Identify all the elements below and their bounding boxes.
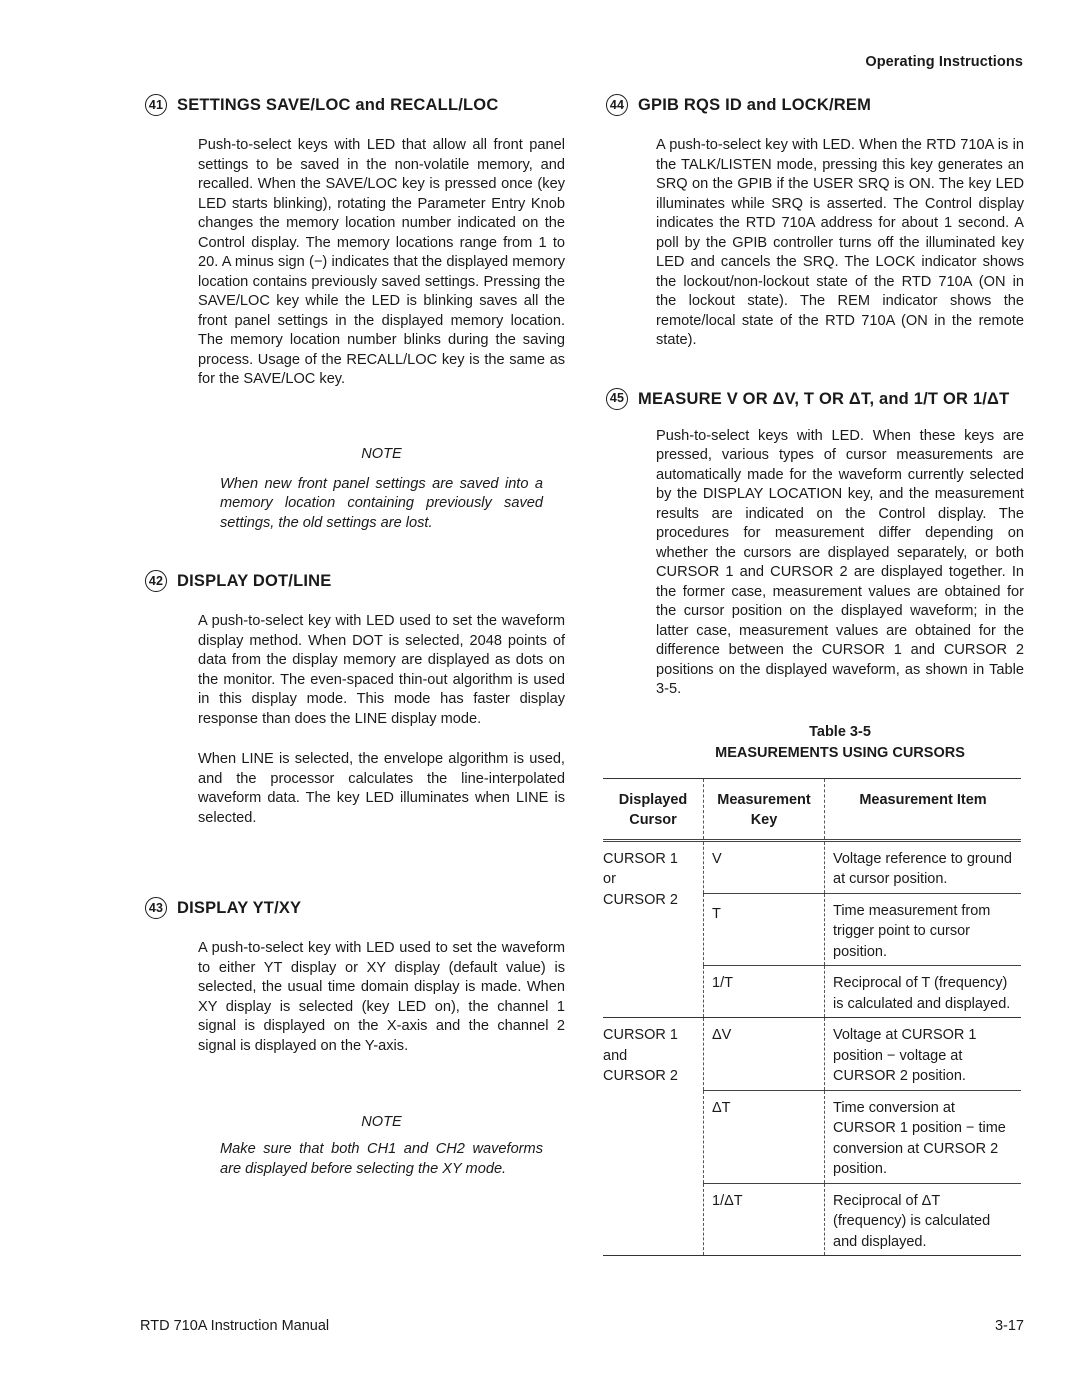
key-cell: T (704, 893, 825, 966)
section-number-badge: 43 (145, 897, 167, 919)
section-title: GPIB RQS ID and LOCK/REM (638, 96, 872, 114)
section-heading (145, 571, 565, 592)
table-row (603, 1018, 1021, 1091)
cursor-label: CURSOR 1 (603, 1027, 678, 1043)
cursor-label: CURSOR 2 (603, 1068, 678, 1084)
key-cell: V (704, 840, 825, 893)
cursor-connector: or (603, 871, 616, 887)
cursor-connector: and (603, 1047, 628, 1064)
measurements-table (603, 778, 1021, 1257)
item-cell: Reciprocal of ΔT (frequency) is calculated and displayed. (825, 1183, 1022, 1256)
table-title: MEASUREMENTS USING CURSORS (715, 744, 965, 761)
section-number-badge: 41 (145, 94, 167, 116)
key-cell: ΔV (704, 1018, 825, 1091)
section-title: MEASURE V OR ΔV, T OR ΔT, and 1/T OR 1/ΔT (638, 389, 1010, 408)
section-title: SETTINGS SAVE/LOC and RECALL/LOC (177, 96, 499, 114)
footer-manual-title: RTD 710A Instruction Manual (140, 1318, 330, 1334)
column-header: Measurement Item (825, 778, 1022, 840)
section-heading (606, 95, 1024, 116)
table-3-5 (606, 722, 1024, 764)
section-number-badge: 45 (606, 388, 628, 410)
section-heading (606, 389, 1024, 410)
section-42 (145, 571, 565, 828)
note-title: NOTE (361, 1114, 402, 1130)
item-cell: Reciprocal of T (frequency) is calculated and displayed. (825, 966, 1022, 1018)
column-header: Displayed Cursor (618, 791, 688, 828)
section-title: DISPLAY YT/XY (177, 899, 302, 917)
item-cell: Voltage at CURSOR 1 position − voltage at CURSOR 2 position. (825, 1018, 1022, 1091)
note-title: NOTE (361, 445, 402, 462)
section-41 (145, 95, 565, 533)
note-text: When new front panel settings are saved into a memory location containing previously saved settings, the old settings are lost. (220, 475, 543, 531)
section-44 (606, 95, 1024, 351)
cursor-cell (603, 840, 704, 1018)
section-paragraph: When LINE is selected, the envelope algorithm is used, and the processor calculates the line-interpolated waveform data. The key LED illuminates when LINE is selected. (198, 751, 565, 826)
cursor-label: CURSOR 1 (603, 850, 678, 867)
section-paragraph: Push-to-select keys with LED that allow all front panel settings to be saved in the non-volatile memory, and recalled. When the SAVE/LOC key is pressed once (key LED starts blinking), rotating the Parameter Entry Knob changes the memory location number indicated on the Control display. The memory locations range from 1 to 20. A minus sign (−) indicates that the displayed memory location contains previously saved settings. Pressing the SAVE/LOC key while the LED is blinking saves all the front panel settings in the displayed memory location. The memory location number blinks during the saving process. Usage of the RECALL/LOC key is the same as for the SAVE/LOC key. (198, 137, 565, 387)
table-row (603, 840, 1021, 893)
section-43 (145, 898, 565, 1179)
section-paragraph: A push-to-select key with LED. When the RTD 710A is in the TALK/LISTEN mode, pressing this key generates an SRQ on the GPIB if the USER SRQ is ON. The key LED illuminates while SRQ is asserted. The Control display indicates the RTD 710A address for about 1 second. A poll by the GPIB controller turns off the illuminated key LED and cancels the SRQ. The LOCK indicator shows the lockout/non-lockout state of the RTD 710A (ON in the lockout state). The REM indicator shows the remote/local state of the RTD 710A (ON in the remote state). (656, 137, 1024, 348)
item-cell: Time measurement from trigger point to cursor position. (825, 893, 1022, 966)
right-column (603, 95, 1024, 1256)
cursor-cell (603, 1018, 704, 1256)
running-head: Operating Instructions (865, 54, 1023, 70)
item-cell: Time conversion at CURSOR 1 position − time conversion at CURSOR 2 position. (825, 1090, 1022, 1183)
footer-page-number: 3-17 (994, 1318, 1024, 1334)
section-paragraph: Push-to-select keys with LED. When these keys are pressed, various types of cursor measurements are automatically made for the waveform currently selected by the DISPLAY LOCATION key, and the measurement results are indicated on the Control display. The procedures for measurement differ depending on whether the cursors are displayed separately, or both CURSOR 1 and CURSOR 2 are displayed together. In the former case, measurement values are obtained for the cursor position on the displayed waveform; in the latter case, measurement values are obtained for the difference between the CURSOR 1 and CURSOR 2 positions on the displayed waveform, as shown in Table 3-5. (656, 427, 1024, 697)
table-label: Table 3-5 (809, 723, 871, 740)
table-header-row (603, 778, 1021, 840)
item-cell: Voltage reference to ground at cursor position. (825, 840, 1022, 893)
left-column (145, 95, 565, 1179)
section-paragraph: A push-to-select key with LED used to set the waveform to either YT display or XY display (default value) is selected, the usual time domain display is made. When XY display is selected (key LED on), the channel 1 signal is displayed on the X-axis and the channel 2 signal is displayed on the Y-axis. (198, 940, 565, 1054)
column-header: Measurement Key (704, 778, 825, 840)
section-number-badge: 44 (606, 94, 628, 116)
key-cell: 1/ΔT (704, 1183, 825, 1256)
cursor-label: CURSOR 2 (603, 891, 678, 908)
section-heading (145, 95, 565, 116)
section-45 (603, 389, 1024, 1257)
key-cell: ΔT (704, 1090, 825, 1183)
section-title: DISPLAY DOT/LINE (177, 572, 332, 590)
section-paragraph: A push-to-select key with LED used to set the waveform display method. When DOT is selected, 2048 points of data from the display memory are displayed as dots on the monitor. The even-spaced thin-out algorithm is used in this display mode. This mode has faster display response than does the LINE display mode. (198, 613, 565, 727)
note-text: Make sure that both CH1 and CH2 waveforms are displayed before selecting the XY mode. (220, 1141, 543, 1177)
section-heading (145, 898, 565, 919)
section-number-badge: 42 (145, 570, 167, 592)
key-cell: 1/T (704, 966, 825, 1018)
